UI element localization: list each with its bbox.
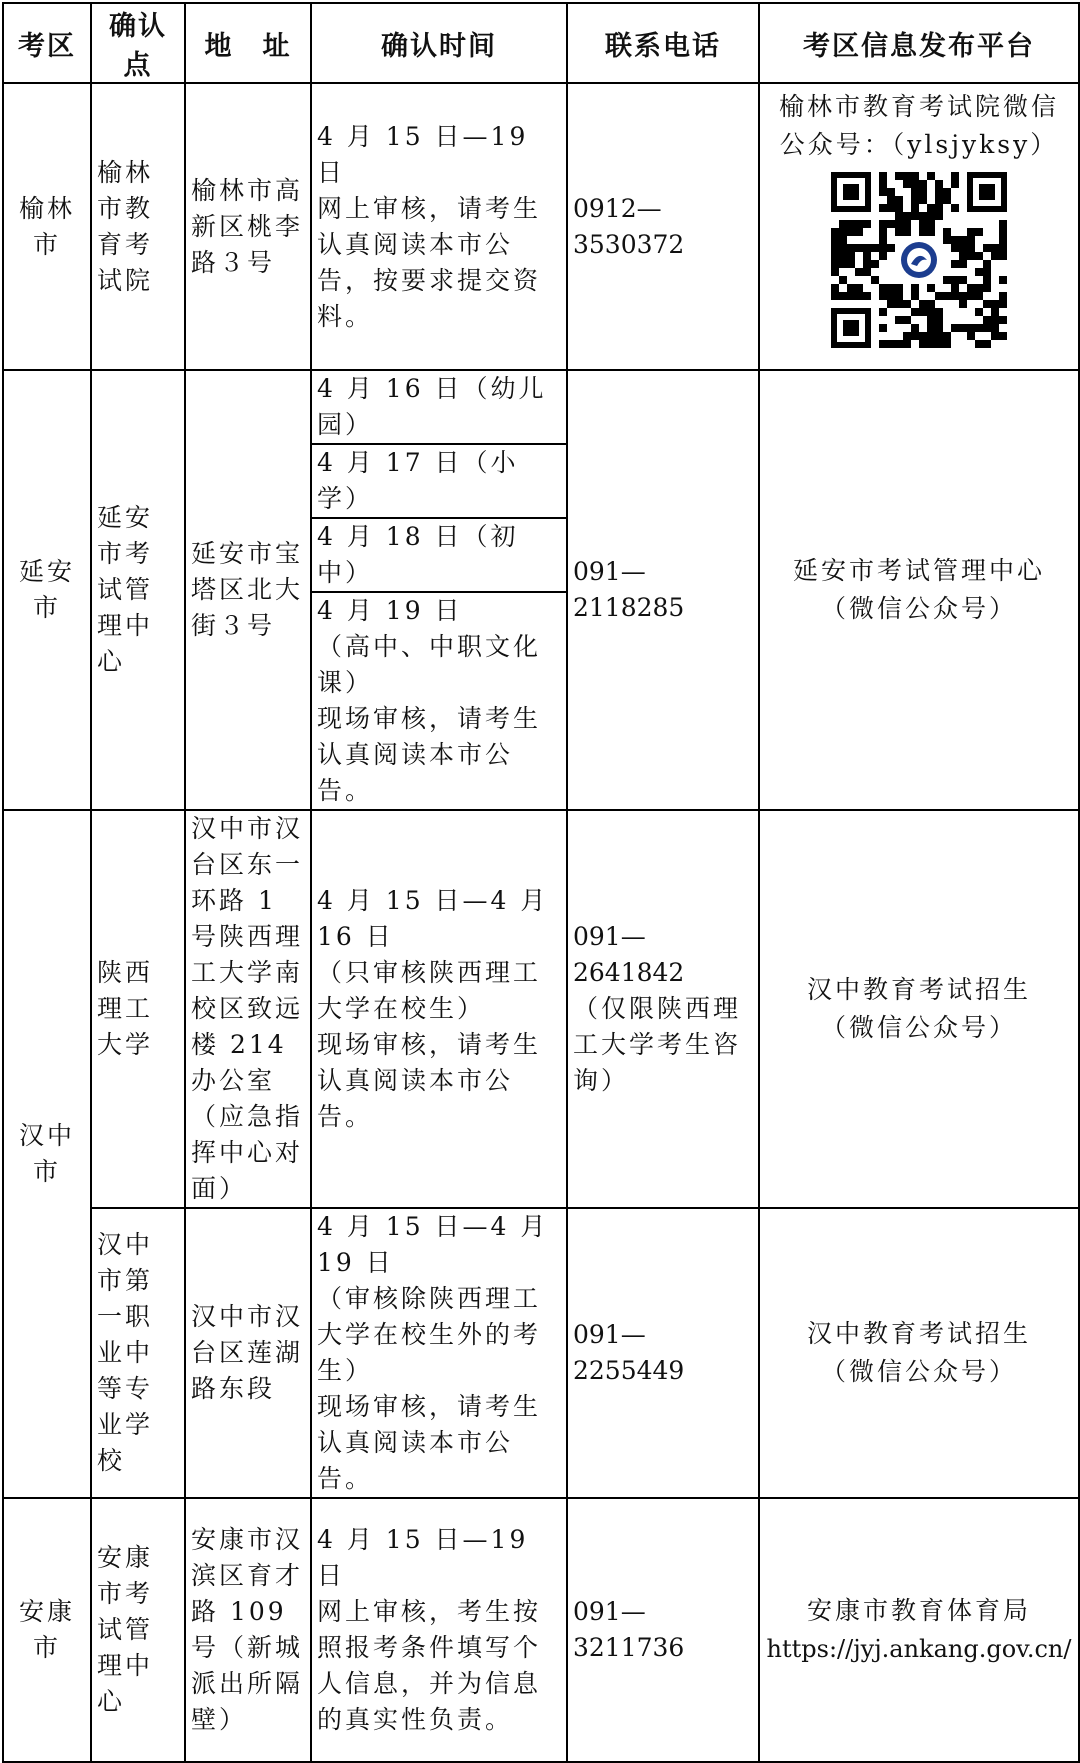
header-phone: 联系电话 [567, 3, 759, 83]
time-note: 网上审核，请考生认真阅读本市公告，按要求提交资料。 [317, 193, 542, 331]
time-range: 4 月 15 日—4 月 19 日 [317, 1212, 549, 1277]
platform-line2: （微信公众号） [820, 594, 1017, 623]
point-cell: 安康市考试管理中心 [91, 1498, 185, 1762]
platform-line2: （微信公众号） [820, 1013, 1017, 1042]
time-cell [311, 1208, 567, 1498]
header-time: 确认时间 [311, 3, 567, 83]
time-note: 现场审核，请考生认真阅读本市公告。 [317, 704, 542, 805]
header-region: 考区 [3, 3, 91, 83]
point-cell: 榆林市教育考试院 [91, 83, 185, 370]
platform-line2: （微信公众号） [820, 1357, 1017, 1386]
platform-line1: 汉中教育考试招生 [806, 975, 1031, 1004]
time-note: 现场审核，请考生认真阅读本市公告。 [317, 1392, 542, 1493]
time-cell-primary: 4 月 17 日（小学） [311, 444, 567, 518]
time-cell [311, 810, 567, 1208]
table-row-hanzhong-2 [3, 1208, 1079, 1498]
time-cell-senior [311, 592, 567, 810]
time-cell [311, 83, 567, 370]
phone-number: 091—2641842 [573, 922, 685, 987]
address-cell: 汉中市汉台区东一环路 1 号陕西理工大学南校区致远楼 214 办公室（应急指挥中心对面） [185, 810, 311, 1208]
time-note: 网上审核，考生按照报考条件填写个人信息，并为信息的真实性负责。 [317, 1597, 542, 1734]
table-row-yulin [3, 83, 1079, 370]
address-cell: 延安市宝塔区北大街３号 [185, 370, 311, 810]
time-range: 4 月 15 日—19 日 [317, 1525, 529, 1590]
point-cell: 延安市考试管理中心 [91, 370, 185, 810]
address-cell: 汉中市汉台区莲湖路东段 [185, 1208, 311, 1498]
header-platform: 考区信息发布平台 [759, 3, 1079, 83]
platform-cell [759, 1208, 1079, 1498]
table-row-ankang [3, 1498, 1079, 1762]
platform-cell [759, 810, 1079, 1208]
region-cell: 安康市 [3, 1498, 91, 1762]
phone-cell: 091—2255449 [567, 1208, 759, 1498]
time-cell-kindergarten: 4 月 16 日（幼儿园） [311, 370, 567, 444]
platform-line1: 榆林市教育考试院微信 [778, 92, 1059, 121]
region-cell: 汉中市 [3, 810, 91, 1498]
phone-cell: 091—3211736 [567, 1498, 759, 1762]
platform-cell [759, 370, 1079, 810]
time-note: 现场审核，请考生认真阅读本市公告。 [317, 1030, 542, 1131]
time-cell [311, 1498, 567, 1762]
phone-cell: 0912—3530372 [567, 83, 759, 370]
platform-line2: 公众号：（ylsjyksy） [779, 130, 1059, 159]
address-cell: 榆林市高新区桃李路３号 [185, 83, 311, 370]
qr-code-icon [831, 172, 1007, 348]
platform-line1: 安康市教育体育局 [806, 1596, 1031, 1625]
phone-cell: 091—2118285 [567, 370, 759, 810]
region-cell: 延安市 [3, 370, 91, 810]
exam-confirmation-table [2, 2, 1080, 1763]
header-point: 确认点 [91, 3, 185, 83]
platform-url-link[interactable]: https://jyj.ankang.gov.cn/ [766, 1635, 1072, 1663]
table-row-yanan [3, 370, 1079, 444]
time-range: 4 月 15 日—4 月 16 日 [317, 886, 549, 951]
phone-note: （仅限陕西理工大学考生咨询） [573, 994, 742, 1095]
time-detail: （高中、中职文化课） [317, 632, 542, 697]
header-address: 地 址 [185, 3, 311, 83]
time-detail: （审核除陕西理工大学在校生外的考生） [317, 1284, 542, 1385]
table-row-hanzhong-1 [3, 810, 1079, 1208]
address-cell: 安康市汉滨区育才路 109 号（新城派出所隔壁） [185, 1498, 311, 1762]
platform-cell [759, 83, 1079, 370]
platform-cell [759, 1498, 1079, 1762]
time-cell-junior: 4 月 18 日（初中） [311, 518, 567, 592]
point-cell: 陕西理工大学 [91, 810, 185, 1208]
point-cell: 汉中市第一职业中等专业学校 [91, 1208, 185, 1498]
platform-line1: 汉中教育考试招生 [806, 1319, 1031, 1348]
time-detail: （只审核陕西理工大学在校生） [317, 958, 542, 1023]
header-row [3, 3, 1079, 83]
platform-line1: 延安市考试管理中心 [792, 556, 1045, 585]
phone-cell [567, 810, 759, 1208]
time-range: 4 月 15 日—19 日 [317, 121, 529, 187]
region-cell: 榆林市 [3, 83, 91, 370]
time-date: 4 月 19 日 [317, 596, 463, 625]
